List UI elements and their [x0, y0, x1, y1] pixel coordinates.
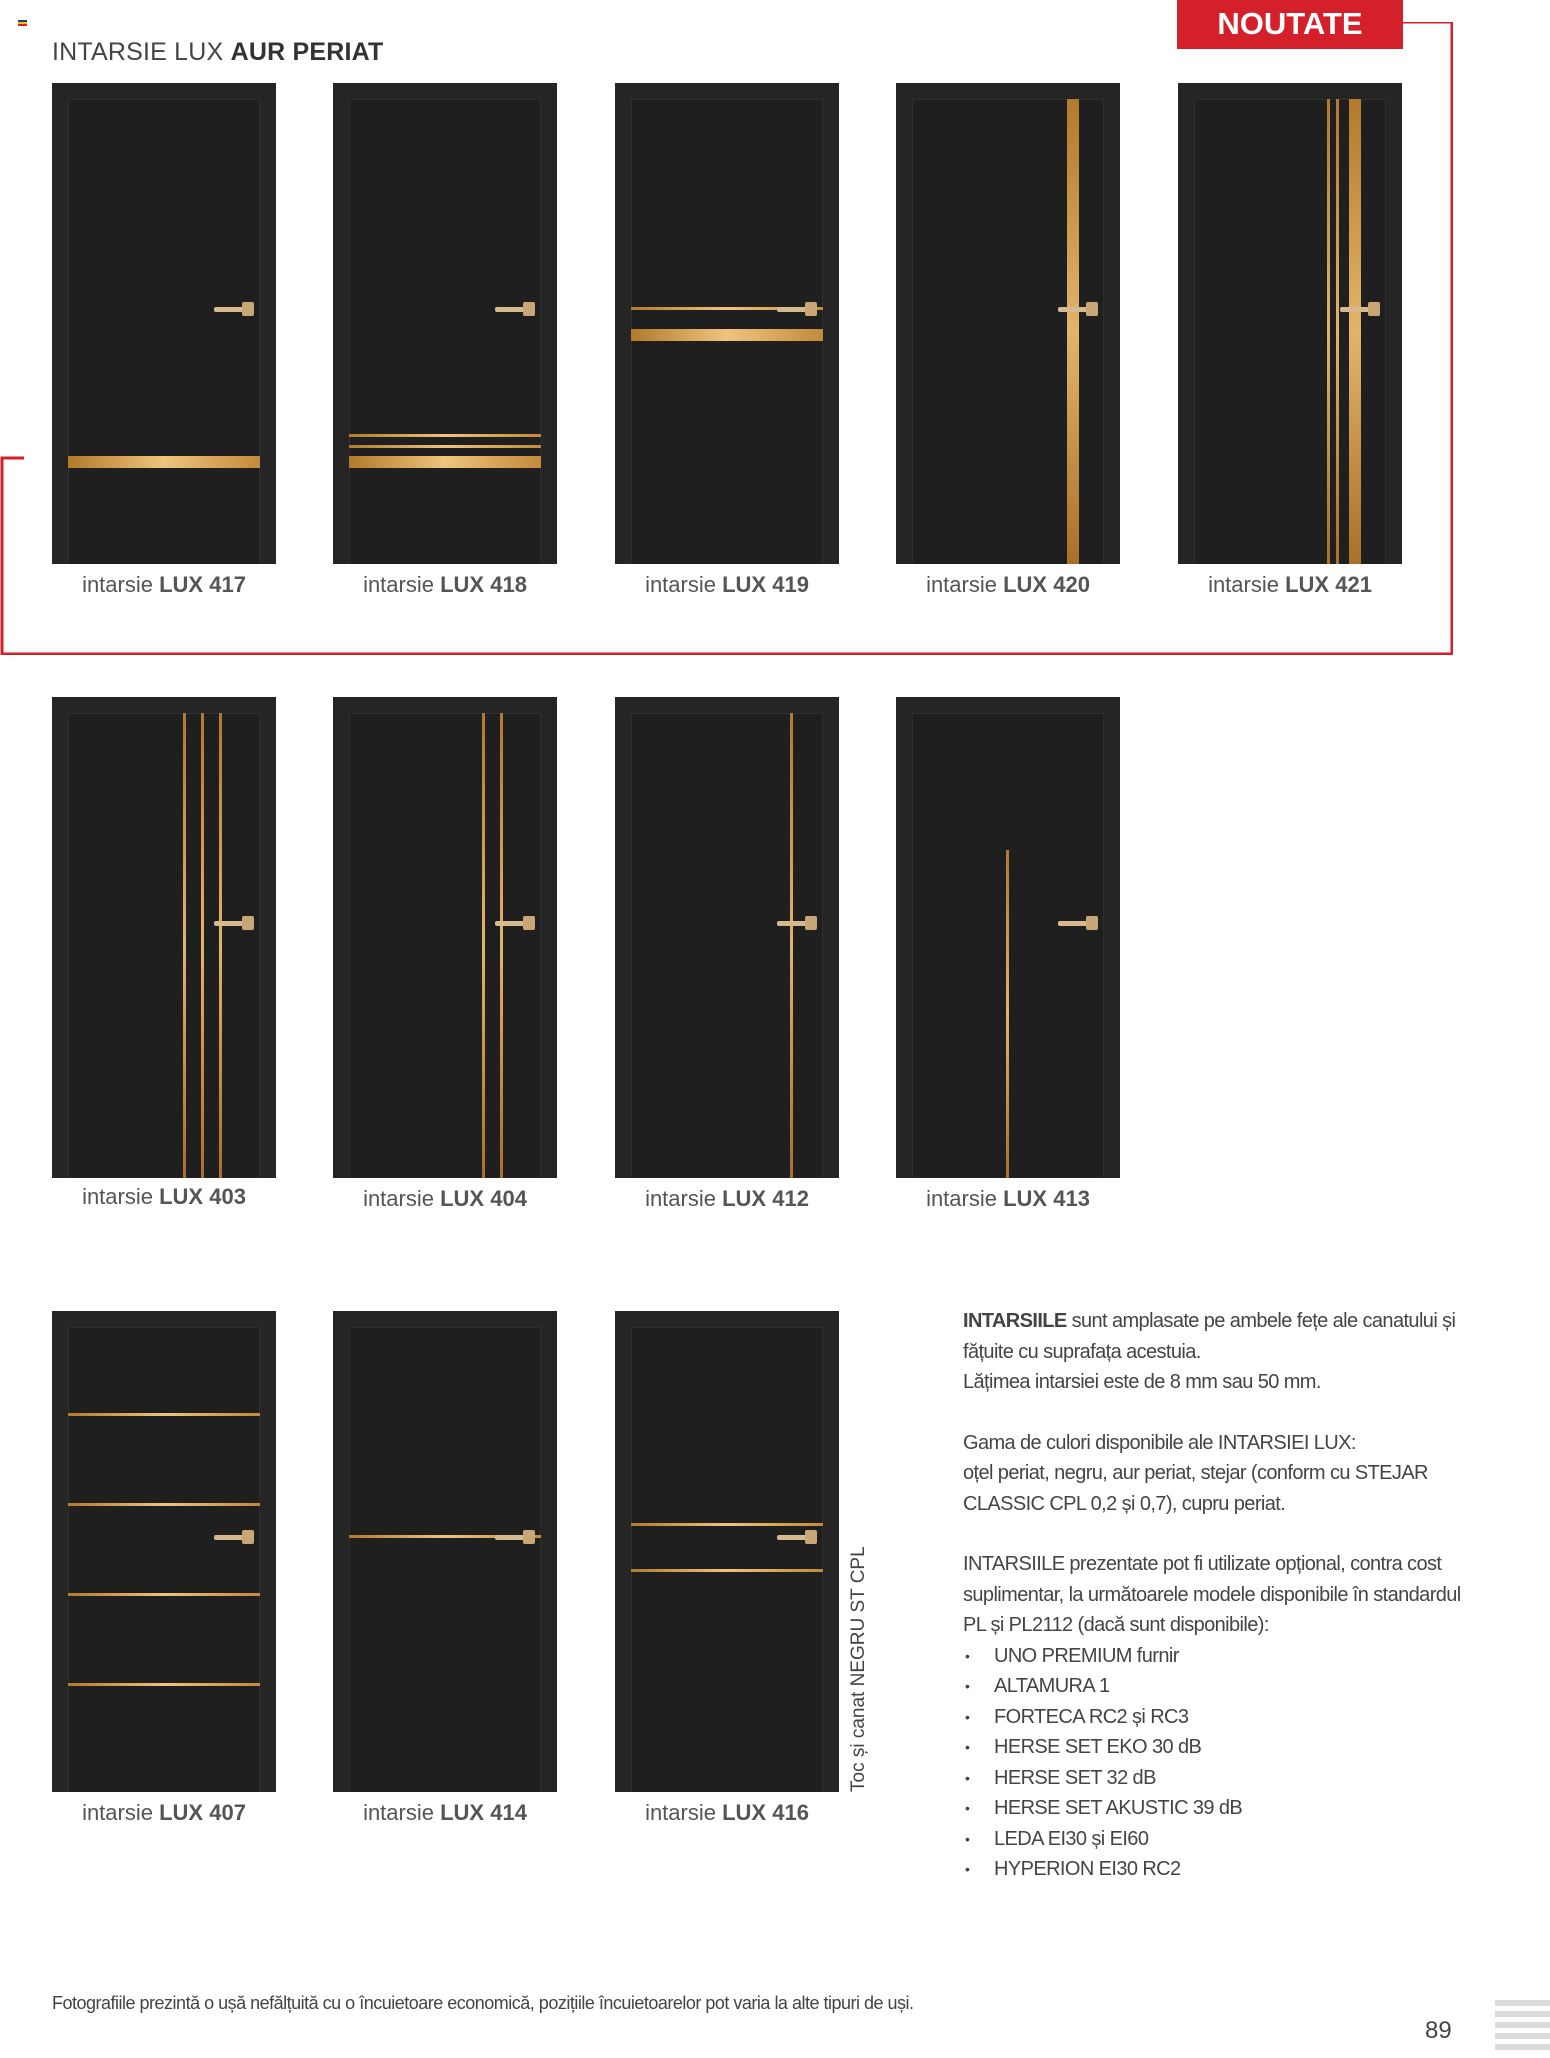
title-bold: AUR PERIAT: [230, 38, 384, 66]
inlay-strip: [68, 456, 260, 468]
inlay-strip: [1006, 850, 1009, 1178]
info-width-line: Lățimea intarsiei este de 8 mm sau 50 mm.: [963, 1371, 1321, 1393]
door-lux-421: [1178, 83, 1402, 564]
door-lux-418: [333, 83, 557, 564]
door-label: intarsie LUX 414: [363, 1800, 527, 1825]
door-label: intarsie LUX 416: [645, 1800, 809, 1825]
page-number: 89: [1425, 2017, 1452, 2044]
door-label: intarsie LUX 418: [363, 572, 527, 597]
inlay-strip: [68, 1683, 260, 1686]
door-lux-404: [333, 697, 557, 1178]
info-colors-heading: Gama de culori disponibile ale INTARSIEI LUX:: [963, 1431, 1356, 1454]
list-item: • ALTAMURA 1: [963, 1671, 1463, 1702]
vertical-caption: Toc și canat NEGRU ST CPL: [848, 1546, 869, 1792]
door-lux-417: [52, 83, 276, 564]
inlay-strip: [500, 713, 503, 1178]
door-lux-420: [896, 83, 1120, 564]
inlay-strip: [1067, 99, 1079, 564]
inlay-strip: [68, 1413, 260, 1416]
handle-icon: [777, 1533, 817, 1541]
door-label: intarsie LUX 403: [82, 1184, 246, 1209]
handle-icon: [214, 305, 254, 313]
list-item: • UNO PREMIUM furnir: [963, 1641, 1463, 1672]
inlay-strip: [201, 713, 204, 1178]
info-paragraph-3: INTARSIILE prezentate pot fi utilizate opțional, contra cost suplimentar, la următoarele modele disponibile în standardul PL și PL2112 (dacă sunt disponibile):: [963, 1553, 1461, 1636]
handle-icon: [495, 1533, 535, 1541]
handle-icon: [1058, 305, 1098, 313]
model-list: [963, 1641, 1463, 1885]
handle-icon: [777, 919, 817, 927]
list-item: • HERSE SET 32 dB: [963, 1763, 1463, 1794]
inlay-strip: [68, 1503, 260, 1506]
door-lux-407: [52, 1311, 276, 1792]
list-item: • FORTECA RC2 și RC3: [963, 1702, 1463, 1733]
door-label: intarsie LUX 413: [926, 1186, 1090, 1211]
handle-icon: [495, 919, 535, 927]
inlay-strip: [68, 1593, 260, 1596]
door-label: intarsie LUX 404: [363, 1186, 527, 1211]
inlay-strip: [183, 713, 186, 1178]
inlay-strip: [349, 434, 541, 437]
inlay-strip: [349, 456, 541, 468]
inlay-strip: [349, 445, 541, 448]
handle-icon: [1340, 305, 1380, 313]
handle-icon: [777, 305, 817, 313]
footnote: Fotografiile prezintă o ușă nefălțuită cu o încuietoare economică, pozițiile încuietoarelor pot varia la alte tipuri de uși.: [52, 1993, 914, 2013]
inlay-strip: [219, 713, 222, 1178]
inlay-strip: [1349, 99, 1361, 564]
list-item: • HYPERION EI30 RC2: [963, 1854, 1463, 1885]
handle-icon: [214, 919, 254, 927]
door-lux-403: [52, 697, 276, 1178]
new-badge: NOUTATE: [1177, 0, 1403, 49]
door-label: intarsie LUX 421: [1208, 572, 1372, 597]
door-lux-416: [615, 1311, 839, 1792]
inlay-strip: [1336, 99, 1339, 564]
list-item: • HERSE SET AKUSTIC 39 dB: [963, 1793, 1463, 1824]
info-paragraph-1: INTARSIILE sunt amplasate pe ambele fețe ale canatului și fățuite cu suprafața acestuia.: [963, 1310, 1456, 1363]
inlay-strip: [631, 1523, 823, 1526]
inlay-strip: [482, 713, 485, 1178]
door-lux-412: [615, 697, 839, 1178]
inlay-strip: [631, 329, 823, 341]
door-label: intarsie LUX 420: [926, 572, 1090, 597]
door-label: intarsie LUX 407: [82, 1800, 246, 1825]
door-lux-419: [615, 83, 839, 564]
decorative-stripes: [1495, 2000, 1550, 2055]
list-item: • HERSE SET EKO 30 dB: [963, 1732, 1463, 1763]
inlay-strip: [790, 713, 793, 1178]
handle-icon: [1058, 919, 1098, 927]
door-label: intarsie LUX 412: [645, 1186, 809, 1211]
info-colors-list: oțel periat, negru, aur periat, stejar (conform cu STEJAR CLASSIC CPL 0,2 și 0,7), cupru periat.: [963, 1462, 1428, 1515]
inlay-strip: [631, 1569, 823, 1572]
info-text: [963, 1306, 1463, 1885]
handle-icon: [495, 305, 535, 313]
list-item: • LEDA EI30 și EI60: [963, 1824, 1463, 1855]
door-lux-414: [333, 1311, 557, 1792]
inlay-strip: [1327, 99, 1330, 564]
title-prefix: INTARSIE LUX: [52, 38, 224, 66]
door-label: intarsie LUX 419: [645, 572, 809, 597]
door-label: intarsie LUX 417: [82, 572, 246, 597]
door-lux-413: [896, 697, 1120, 1178]
handle-icon: [214, 1533, 254, 1541]
